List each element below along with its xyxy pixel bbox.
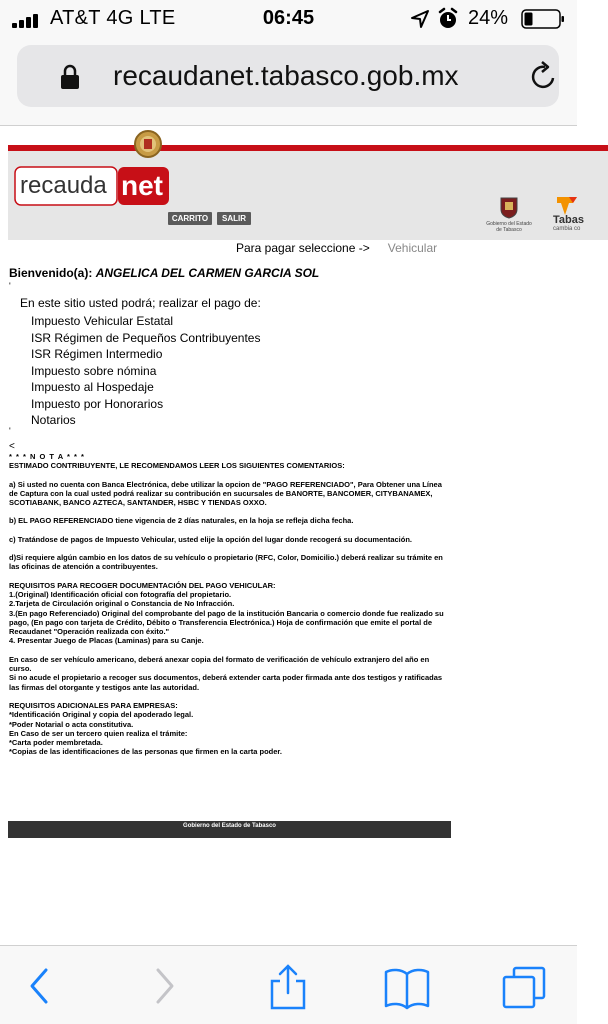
notes-line: Si no acude el propietario a recoger sus documentos, deberá extender carta poder firmada ante dos testigos y ratificadas las firmas del otorgante y testigos ante las autoridad. — [9, 673, 443, 692]
notes-spacer — [9, 692, 449, 701]
service-item: Impuesto por Honorarios — [31, 396, 164, 411]
service-item: Impuesto Vehicular Estatal — [31, 314, 174, 328]
government-logo — [484, 197, 534, 237]
stray-mark: < — [9, 441, 15, 452]
tabasco-logo-subtext: cambia co — [553, 226, 581, 232]
notes-line: 3.(En pago Referenciado) Original del comprobante del pago de la institución Bancaria o comercio donde fue realizado su pago, (En pago con tarjeta de Crédito, Débito o Transferencia Electrónica.) Hoja de confirmación que emite el portal de Recaudanet "Operación realizada con éxito." — [9, 608, 444, 637]
service-item: Impuesto sobre nómina — [31, 363, 157, 378]
services-list — [31, 313, 260, 429]
stray-mark: ' — [9, 426, 11, 436]
payment-type-select[interactable]: Vehicular — [387, 241, 438, 255]
battery-icon — [521, 9, 565, 29]
browser-toolbar — [0, 945, 577, 1024]
notes-line: REQUISITOS ADICIONALES PARA EMPRESAS: — [9, 700, 178, 710]
intro-text: En este sitio usted podrá; realizar el pago de: — [20, 296, 261, 310]
welcome-label: Bienvenido(a): — [9, 266, 93, 280]
notes-spacer — [9, 526, 449, 535]
reload-icon[interactable] — [529, 61, 559, 91]
notes-line: c) Tratándose de pagos de Impuesto Vehicular, usted elije la opción del lugar donde recogerá su documentación. — [9, 534, 413, 544]
user-name: ANGELICA DEL CARMEN GARCIA SOL — [95, 266, 320, 280]
notes-spacer — [9, 544, 449, 553]
browser-address-area — [0, 40, 577, 126]
notes-line: REQUISITOS PARA RECOGER DOCUMENTACIÓN DEL PAGO VEHICULAR: — [9, 580, 276, 590]
service-item: ISR Régimen de Pequeños Contribuyentes — [31, 330, 261, 345]
notes-line: *Poder Notarial o acta constitutiva. — [9, 719, 134, 729]
back-icon[interactable] — [22, 964, 70, 1010]
recaudanet-logo[interactable] — [15, 166, 175, 208]
clock: 06:45 — [262, 7, 315, 29]
notes-line: *Carta poder membretada. — [9, 738, 103, 748]
shield-icon — [500, 197, 518, 219]
alarm-icon — [437, 8, 459, 30]
notes-line: d)Si requiere algún cambio en los datos de su vehículo o propietario (RFC, Color, Domicilio.) deberá realizar su trámite en las oficinas de atención a contribuyentes. — [9, 553, 443, 572]
tabasco-logo-text: Tabas — [553, 214, 584, 226]
payment-selector — [236, 241, 437, 255]
service-item: ISR Régimen Intermedio — [31, 347, 163, 361]
notes-title: * * * N O T A * * * — [9, 452, 85, 461]
service-item: Notarios — [31, 413, 76, 427]
notes-line: *Identificación Original y copia del apoderado legal. — [9, 710, 194, 720]
selector-prompt: Para pagar seleccione -> — [236, 241, 370, 255]
location-icon — [410, 9, 430, 29]
notes-spacer — [9, 572, 449, 581]
carrier-label: AT&T 4G LTE — [50, 7, 176, 29]
forward-icon[interactable] — [136, 964, 184, 1010]
exit-button[interactable]: SALIR — [217, 212, 251, 225]
government-caption: Gobierno del Estado de Tabasco — [486, 221, 532, 233]
battery-percent: 24% — [468, 7, 509, 29]
share-icon[interactable] — [264, 964, 312, 1010]
url-text: recaudanet.tabasco.gob.mx — [113, 60, 459, 91]
web-page — [0, 127, 584, 945]
tabs-icon[interactable] — [500, 964, 548, 1010]
logo-text-net: net — [121, 170, 163, 201]
notes-spacer — [9, 471, 449, 480]
notes-spacer — [9, 507, 449, 516]
notes-spacer — [9, 646, 449, 655]
service-item: Impuesto al Hospedaje — [31, 380, 154, 394]
logo-text-recauda: recauda — [20, 172, 107, 199]
cart-button[interactable]: CARRITO — [168, 212, 212, 225]
header-red-strip — [8, 145, 608, 151]
notes-line: *Copias de las identificaciones de las personas que firmen en la carta poder. — [9, 747, 283, 757]
notes-line: ESTIMADO CONTRIBUYENTE, LE RECOMENDAMOS LEER LOS SIGUIENTES COMENTARIOS: — [9, 461, 345, 471]
status-bar — [0, 0, 577, 40]
address-bar[interactable] — [17, 45, 559, 107]
footer: Gobierno del Estado de Tabasco — [8, 821, 451, 838]
notes-line: a) Si usted no cuenta con Banca Electrónica, debe utilizar la opcion de "PAGO REFERENCIADO", Para Obtener una Línea de Captura con la cual usted podrá realizar su contribución en sucursales de BANORTE, BANCOMER, CITYBANAMEX, SCOTIABANK, BANCO AZTECA, SANTANDER, HSBC Y TIENDAS OXXO. — [9, 479, 442, 508]
notes-line: 1.(Original) Identificación oficial con fotografía del propietario. — [9, 589, 232, 599]
stray-mark: ' — [9, 281, 11, 291]
site-header — [8, 145, 608, 240]
notes-line: En Caso de ser un tercero quien realiza el trámite: — [9, 728, 188, 738]
notes-line: 4. Presentar Juego de Placas (Laminas) para su Canje. — [9, 636, 204, 646]
seal-icon — [133, 129, 163, 159]
notes-line: b) EL PAGO REFERENCIADO tiene vigencia de 2 días naturales, en la hoja se refleja dicha fecha. — [9, 516, 354, 526]
bookmarks-icon[interactable] — [383, 964, 431, 1010]
notes-line: En caso de ser vehículo americano, deberá anexar copia del formato de verificación de vehículo extranjero del año en curso. — [9, 654, 430, 674]
tabasco-logo — [553, 195, 593, 237]
notes-body — [9, 461, 449, 756]
lock-icon — [60, 64, 80, 90]
notes-section — [9, 452, 449, 757]
notes-line: 2.Tarjeta de Circulación original o Constancia de No Infracción. — [9, 599, 235, 609]
welcome-message — [9, 266, 319, 280]
